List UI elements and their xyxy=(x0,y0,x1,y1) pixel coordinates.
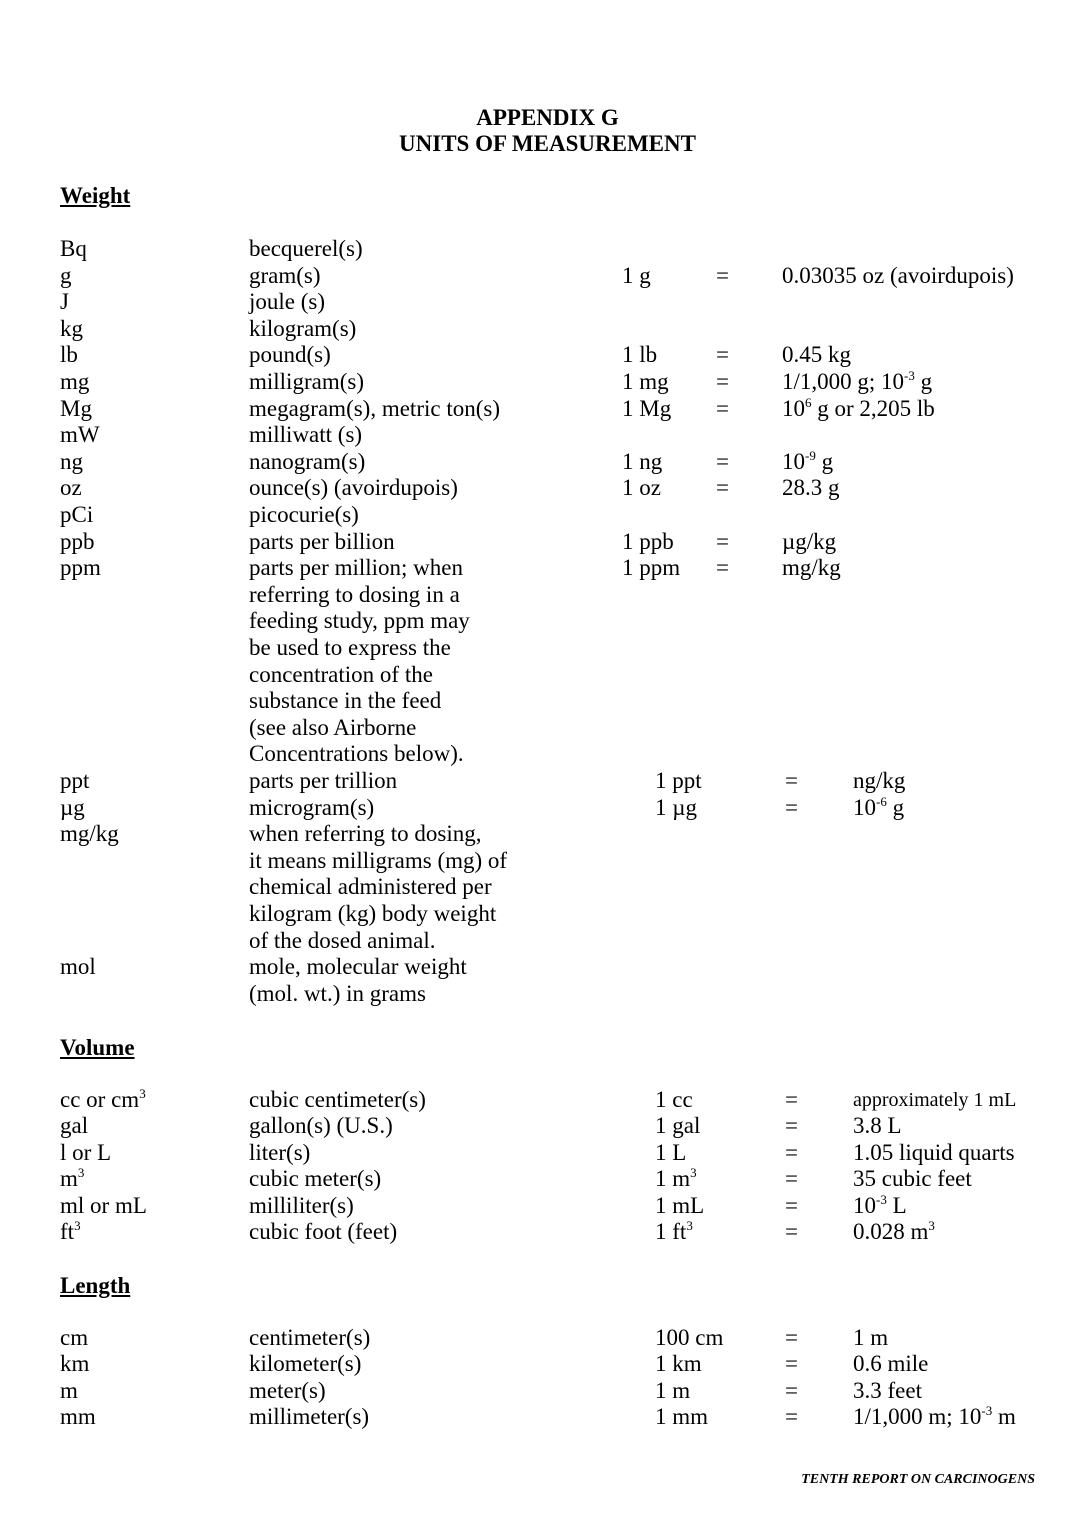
unit-abbreviation: oz xyxy=(60,475,82,501)
conversion-rhs: 0.6 mile xyxy=(853,1351,929,1377)
appendix-label: APPENDIX G xyxy=(476,105,619,130)
section-volume-heading: Volume xyxy=(60,1035,135,1060)
unit-description: nanogram(s) xyxy=(249,448,366,474)
table-row xyxy=(0,475,1081,501)
table-row xyxy=(0,688,1081,714)
equals-sign: = xyxy=(716,448,729,474)
unit-abbreviation: ppt xyxy=(60,768,90,793)
unit-abbreviation: ng xyxy=(60,448,83,474)
conversion-rhs-suffix: m xyxy=(992,1404,1016,1430)
equals-sign: = xyxy=(785,1087,798,1112)
unit-description: kilogram (kg) body weight xyxy=(249,901,497,926)
unit-abbreviation-text: m xyxy=(60,1166,78,1192)
equals-sign: = xyxy=(785,1139,798,1165)
unit-description: concentration of the xyxy=(249,661,433,687)
unit-abbreviation: pCi xyxy=(60,502,94,527)
conversion-rhs xyxy=(782,449,833,475)
conversion-rhs: 1.05 liquid quarts xyxy=(853,1139,1015,1165)
table-row xyxy=(0,901,1081,927)
conversion-lhs: 1 ng xyxy=(622,448,663,474)
conversion-lhs: 1 gal xyxy=(655,1113,701,1139)
table-row xyxy=(0,1113,1081,1139)
table-row xyxy=(0,1378,1081,1404)
conversion-lhs: 1 lb xyxy=(622,342,658,368)
unit-description: chemical administered per xyxy=(249,874,492,900)
equals-sign: = xyxy=(716,342,729,368)
conversion-lhs-superscript: 3 xyxy=(690,1165,697,1181)
equals-sign: = xyxy=(785,768,798,793)
conversion-rhs xyxy=(853,1404,1016,1430)
table-row xyxy=(0,342,1081,368)
conversion-lhs: 1 µg xyxy=(655,794,698,820)
conversion-rhs-suffix: g xyxy=(914,369,933,394)
unit-abbreviation: lb xyxy=(60,342,78,368)
table-row xyxy=(0,768,1081,794)
conversion-rhs-superscript: -6 xyxy=(876,793,887,809)
unit-description: mole, molecular weight xyxy=(249,954,467,980)
table-row xyxy=(0,529,1081,555)
table-row xyxy=(0,954,1081,980)
table-row xyxy=(0,316,1081,342)
conversion-rhs-text: 10 xyxy=(853,1192,876,1218)
conversion-rhs-suffix: g or 2,205 lb xyxy=(811,395,935,421)
equals-sign: = xyxy=(716,555,729,581)
unit-description: kilogram(s) xyxy=(249,315,357,341)
table-row xyxy=(0,236,1081,262)
conversion-rhs xyxy=(853,795,904,821)
unit-abbreviation: gal xyxy=(60,1113,89,1139)
conversion-rhs: µg/kg xyxy=(782,528,837,554)
conversion-rhs: 28.3 g xyxy=(782,475,840,501)
equals-sign: = xyxy=(785,1377,798,1403)
unit-description: gram(s) xyxy=(249,262,321,288)
unit-abbreviation-text: cc or cm xyxy=(60,1087,140,1112)
equals-sign: = xyxy=(716,262,729,288)
equals-sign: = xyxy=(785,1192,798,1218)
conversion-lhs: 1 mg xyxy=(622,369,669,394)
unit-abbreviation-superscript: 3 xyxy=(139,1086,146,1101)
conversion-rhs: 0.45 kg xyxy=(782,342,851,368)
conversion-lhs: 1 km xyxy=(655,1351,702,1377)
conversion-lhs: 1 m xyxy=(655,1377,691,1403)
equals-sign: = xyxy=(785,1219,798,1244)
unit-description: ounce(s) (avoirdupois) xyxy=(249,475,458,501)
equals-sign: = xyxy=(785,794,798,820)
unit-description: (mol. wt.) in grams xyxy=(249,980,426,1006)
unit-description: milliliter(s) xyxy=(249,1192,354,1218)
unit-abbreviation: ppb xyxy=(60,528,95,554)
unit-abbreviation: m xyxy=(60,1377,78,1403)
conversion-rhs: 3.3 feet xyxy=(853,1377,922,1403)
unit-abbreviation: µg xyxy=(60,794,85,820)
equals-sign: = xyxy=(716,369,729,394)
unit-abbreviation: mW xyxy=(60,422,100,448)
conversion-rhs-text: 10 xyxy=(782,395,805,421)
page-title: UNITS OF MEASUREMENT xyxy=(399,131,696,156)
conversion-lhs: 1 cc xyxy=(655,1087,693,1112)
unit-description: becquerel(s) xyxy=(249,236,363,261)
conversion-rhs-superscript: 6 xyxy=(805,394,812,410)
conversion-rhs: approximately 1 mL xyxy=(853,1089,1017,1111)
conversion-lhs: 100 cm xyxy=(655,1325,724,1350)
conversion-rhs-superscript: 3 xyxy=(928,1218,935,1233)
table-row xyxy=(0,449,1081,475)
conversion-rhs: mg/kg xyxy=(782,555,841,581)
unit-abbreviation: Mg xyxy=(60,395,92,421)
table-row xyxy=(0,263,1081,289)
unit-abbreviation: mg/kg xyxy=(60,821,119,847)
conversion-lhs: 1 L xyxy=(655,1139,687,1165)
unit-abbreviation: ppm xyxy=(60,555,101,581)
table-row xyxy=(0,582,1081,608)
unit-abbreviation: mol xyxy=(60,954,96,980)
unit-description: parts per trillion xyxy=(249,768,398,793)
conversion-rhs xyxy=(782,369,932,395)
conversion-rhs-text: 10 xyxy=(853,794,876,820)
table-row xyxy=(0,795,1081,821)
conversion-lhs: 1 mL xyxy=(655,1192,705,1218)
equals-sign: = xyxy=(716,475,729,501)
unit-description: cubic foot (feet) xyxy=(249,1219,398,1244)
conversion-rhs xyxy=(853,1193,907,1219)
unit-abbreviation: J xyxy=(60,289,69,315)
unit-abbreviation: Bq xyxy=(60,236,87,261)
conversion-rhs-suffix: g xyxy=(886,794,905,820)
unit-abbreviation xyxy=(60,1219,81,1245)
equals-sign: = xyxy=(716,395,729,421)
conversion-rhs: 1 m xyxy=(853,1325,889,1350)
table-row xyxy=(0,874,1081,900)
unit-abbreviation-text: ft xyxy=(60,1219,75,1244)
unit-description: Concentrations below). xyxy=(249,741,464,767)
conversion-lhs xyxy=(655,1219,693,1245)
unit-description: be used to express the xyxy=(249,635,451,660)
conversion-rhs: 35 cubic feet xyxy=(853,1166,972,1192)
unit-abbreviation: cm xyxy=(60,1325,89,1350)
conversion-rhs-text: 1/1,000 g; 10 xyxy=(782,369,905,394)
unit-abbreviation: l or L xyxy=(60,1139,112,1165)
conversion-rhs-text: 1/1,000 m; 10 xyxy=(853,1404,982,1430)
table-row xyxy=(0,502,1081,528)
unit-description: substance in the feed xyxy=(249,688,442,714)
conversion-lhs: 1 mm xyxy=(655,1404,709,1430)
equals-sign: = xyxy=(785,1325,798,1350)
unit-abbreviation: mg xyxy=(60,369,90,394)
unit-description: liter(s) xyxy=(249,1139,311,1165)
table-row xyxy=(0,981,1081,1007)
table-row xyxy=(0,369,1081,395)
equals-sign: = xyxy=(785,1351,798,1377)
table-row xyxy=(0,1219,1081,1245)
table-row xyxy=(0,555,1081,581)
conversion-lhs: 1 Mg xyxy=(622,395,672,421)
unit-description: millimeter(s) xyxy=(249,1404,370,1430)
table-row xyxy=(0,821,1081,847)
table-row xyxy=(0,1325,1081,1351)
unit-description: kilometer(s) xyxy=(249,1351,362,1377)
equals-sign: = xyxy=(785,1404,798,1430)
conversion-rhs-superscript: -3 xyxy=(876,1191,887,1207)
section-weight-heading: Weight xyxy=(60,183,131,208)
conversion-rhs-suffix: g xyxy=(815,448,834,474)
table-row xyxy=(0,1166,1081,1192)
report-footer: TENTH REPORT ON CARCINOGENS xyxy=(801,1472,1035,1487)
equals-sign: = xyxy=(716,528,729,554)
unit-description: when referring to dosing, xyxy=(249,821,482,847)
unit-description: meter(s) xyxy=(249,1377,326,1403)
conversion-rhs-suffix: L xyxy=(886,1192,907,1218)
unit-description: microgram(s) xyxy=(249,794,375,820)
conversion-lhs xyxy=(655,1166,697,1192)
conversion-lhs: 1 ppb xyxy=(622,528,674,554)
unit-abbreviation: kg xyxy=(60,315,83,341)
unit-description: (see also Airborne xyxy=(249,714,417,740)
conversion-lhs-text: 1 ft xyxy=(655,1219,687,1244)
conversion-rhs: 3.8 L xyxy=(853,1113,902,1139)
unit-abbreviation: mm xyxy=(60,1404,96,1430)
unit-abbreviation: g xyxy=(60,262,72,288)
table-row xyxy=(0,1087,1081,1113)
table-row xyxy=(0,608,1081,634)
table-row xyxy=(0,396,1081,422)
conversion-rhs: 0.03035 oz (avoirdupois) xyxy=(782,262,1014,288)
unit-abbreviation-superscript: 3 xyxy=(77,1165,85,1181)
conversion-lhs: 1 ppm xyxy=(622,555,681,581)
equals-sign: = xyxy=(785,1166,798,1192)
table-row xyxy=(0,741,1081,767)
unit-description: parts per billion xyxy=(249,528,395,554)
table-row xyxy=(0,662,1081,688)
table-row xyxy=(0,1351,1081,1377)
table-row xyxy=(0,928,1081,954)
table-row xyxy=(0,422,1081,448)
conversion-rhs: ng/kg xyxy=(853,768,906,793)
conversion-rhs-superscript: -9 xyxy=(805,447,816,463)
unit-abbreviation xyxy=(60,1166,84,1192)
conversion-rhs-superscript: -3 xyxy=(904,368,915,383)
unit-description: pound(s) xyxy=(249,342,331,368)
unit-description: megagram(s), metric ton(s) xyxy=(249,395,500,421)
unit-description: feeding study, ppm may xyxy=(249,608,470,634)
unit-description: cubic meter(s) xyxy=(249,1166,382,1192)
conversion-rhs-superscript: -3 xyxy=(981,1403,993,1419)
table-row xyxy=(0,715,1081,741)
unit-description: milligram(s) xyxy=(249,369,364,394)
unit-abbreviation-superscript: 3 xyxy=(74,1218,81,1233)
unit-abbreviation xyxy=(60,1087,146,1113)
unit-description: gallon(s) (U.S.) xyxy=(249,1113,393,1139)
table-row xyxy=(0,848,1081,874)
conversion-rhs-text: 10 xyxy=(782,448,805,474)
table-row xyxy=(0,289,1081,315)
equals-sign: = xyxy=(785,1113,798,1139)
conversion-lhs: 1 oz xyxy=(622,475,661,501)
section-length-heading: Length xyxy=(60,1273,131,1298)
table-row xyxy=(0,1404,1081,1430)
unit-description: picocurie(s) xyxy=(249,502,359,527)
conversion-lhs: 1 g xyxy=(622,262,651,288)
unit-description: referring to dosing in a xyxy=(249,581,460,607)
unit-description: joule (s) xyxy=(249,289,326,315)
conversion-rhs xyxy=(853,1219,935,1245)
unit-abbreviation: km xyxy=(60,1351,90,1377)
unit-abbreviation: ml or mL xyxy=(60,1192,147,1218)
unit-description: cubic centimeter(s) xyxy=(249,1087,426,1112)
unit-description: of the dosed animal. xyxy=(249,927,436,953)
conversion-lhs: 1 ppt xyxy=(655,768,702,793)
table-row xyxy=(0,635,1081,661)
unit-description: centimeter(s) xyxy=(249,1325,371,1350)
conversion-rhs xyxy=(782,396,935,422)
unit-description: parts per million; when xyxy=(249,555,463,581)
table-row xyxy=(0,1193,1081,1219)
conversion-rhs-text: 0.028 m xyxy=(853,1219,929,1244)
table-row xyxy=(0,1140,1081,1166)
unit-description: it means milligrams (mg) of xyxy=(249,847,508,873)
conversion-lhs-text: 1 m xyxy=(655,1166,691,1192)
unit-description: milliwatt (s) xyxy=(249,422,363,448)
conversion-lhs-superscript: 3 xyxy=(686,1218,693,1233)
